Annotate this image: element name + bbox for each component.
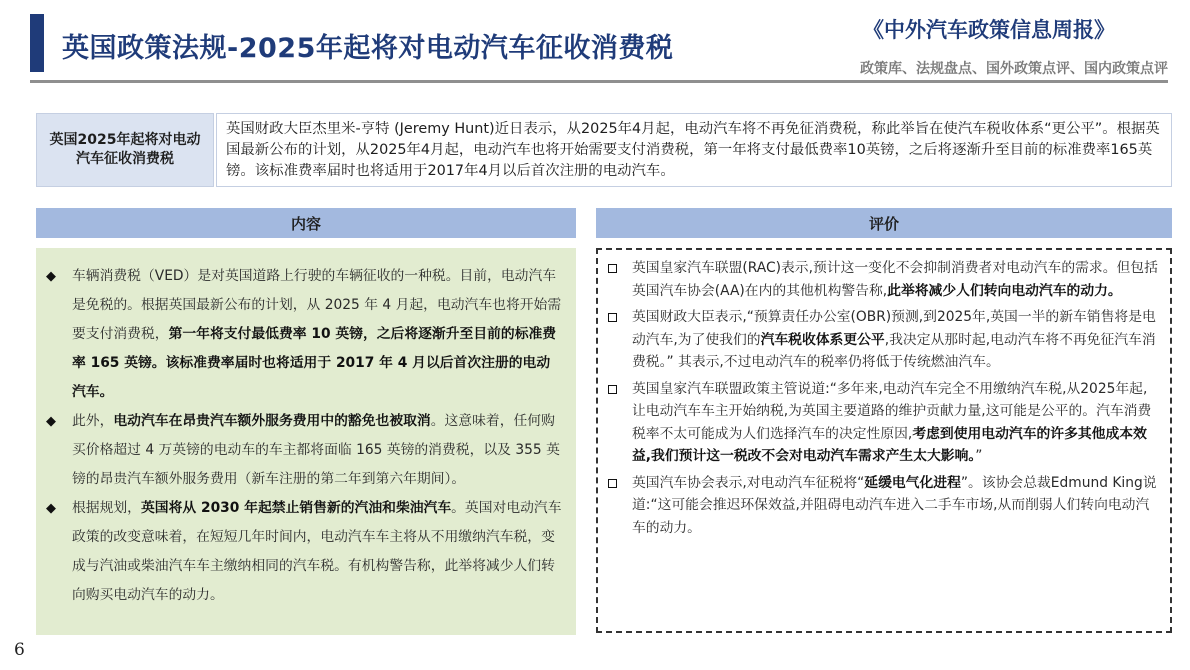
summary-label-text: 英国2025年起将对电动汽车征收消费税: [49, 132, 201, 167]
content-item: [46, 494, 562, 610]
review-panel: [596, 248, 1172, 633]
title-accent-bar: [30, 14, 44, 72]
review-item: [606, 306, 1160, 374]
square-bullet-icon: [606, 378, 632, 400]
page-number: 6: [14, 640, 25, 660]
review-heading: 评价: [596, 208, 1172, 238]
square-bullet-icon: [606, 306, 632, 328]
publication-name: 《中外汽车政策信息周报》: [863, 18, 1115, 42]
content-heading: 内容: [36, 208, 576, 238]
summary-text: 英国财政大臣杰里米-亨特 (Jeremy Hunt)近日表示，从2025年4月起，电动汽车将不再免征消费税，称此举旨在使汽车税收体系“更公平”。根据英国最新公布的计划，从2025年4月起，电动汽车也将开始需要支付消费税，第一年将支付最低费率10英镑，之后将逐渐升至目前的标准费率165英镑。该标准费率届时也将适用于2017年4月以后首次注册的电动汽车。: [216, 113, 1172, 187]
content-item-text: 根据规划，英国将从 2030 年起禁止销售新的汽油和柴油汽车。英国对电动汽车政策的改变意味着，在短短几年时间内，电动汽车车主将从不用缴纳汽车税，变成与汽油或柴油汽车车主缴纳相同的汽车税。有机构警告称，此举将减少人们转向购买电动汽车的动力。: [72, 500, 562, 603]
review-item-text: 英国皇家汽车联盟政策主管说道:“多年来,电动汽车完全不用缴纳汽车税,从2025年起,让电动汽车车主开始纳税,为英国主要道路的维护贡献力量,这可能是公平的。汽车消费税率不太可能成为人们选择汽车的决定性原因,考虑到使用电动汽车的许多其他成本效益,我们预计这一税改不会对电动汽车需求产生太大影响。”: [632, 380, 1152, 464]
publication-sections: 政策库、法规盘点、国外政策点评、国内政策点评: [860, 61, 1168, 77]
square-bullet-icon: [606, 257, 632, 279]
content-item: [46, 262, 562, 407]
title-divider: [30, 80, 1168, 83]
diamond-bullet-icon: ◆: [46, 414, 56, 429]
review-item: [606, 472, 1160, 540]
review-item: [606, 257, 1160, 302]
diamond-bullet-icon: ◆: [46, 269, 56, 284]
square-bullet-icon: [606, 472, 632, 494]
content-item-text: 车辆消费税（VED）是对英国道路上行驶的车辆征收的一种税。目前，电动汽车是免税的。根据英国最新公布的计划，从 2025 年 4 月起，电动汽车也将开始需要支付消费税，第一年将支付最低费率 10 英镑，之后将逐渐升至目前的标准费率 165 英镑。该标准费率届时也将适用于 2017 年 4 月以后首次注册的电动汽车。: [72, 268, 562, 400]
content-item: [46, 407, 562, 494]
diamond-bullet-icon: ◆: [46, 501, 56, 516]
review-item-text: 英国财政大臣表示,“预算责任办公室(OBR)预测,到2025年,英国一半的新车销售将是电动汽车,为了使我们的汽车税收体系更公平,我决定从那时起,电动汽车将不再免征汽车消费税。” 其表示,不过电动汽车的税率仍将低于传统燃油汽车。: [632, 309, 1156, 370]
page-title: 英国政策法规-2025年起将对电动汽车征收消费税: [62, 33, 674, 64]
review-item-text: 英国汽车协会表示,对电动汽车征税将“延缓电气化进程”。该协会总裁Edmund King说道:“这可能会推迟环保效益,并阻碍电动汽车进入二手车市场,从而削弱人们转向电动汽车的动力。: [632, 474, 1157, 536]
review-item: [606, 378, 1160, 468]
content-item-text: 此外，电动汽车在昂贵汽车额外服务费用中的豁免也被取消。这意味着，任何购买价格超过 4 万英镑的电动车的车主都将面临 165 英镑的消费税，以及 355 英镑的昂贵汽车额外服务费用（新车注册的第二年到第六年期间）。: [72, 413, 560, 487]
content-panel: [36, 248, 576, 635]
review-item-text: 英国皇家汽车联盟(RAC)表示,预计这一变化不会抑制消费者对电动汽车的需求。但包括英国汽车协会(AA)在内的其他机构警告称,此举将减少人们转向电动汽车的动力。: [632, 260, 1158, 299]
summary-label: [36, 113, 214, 187]
